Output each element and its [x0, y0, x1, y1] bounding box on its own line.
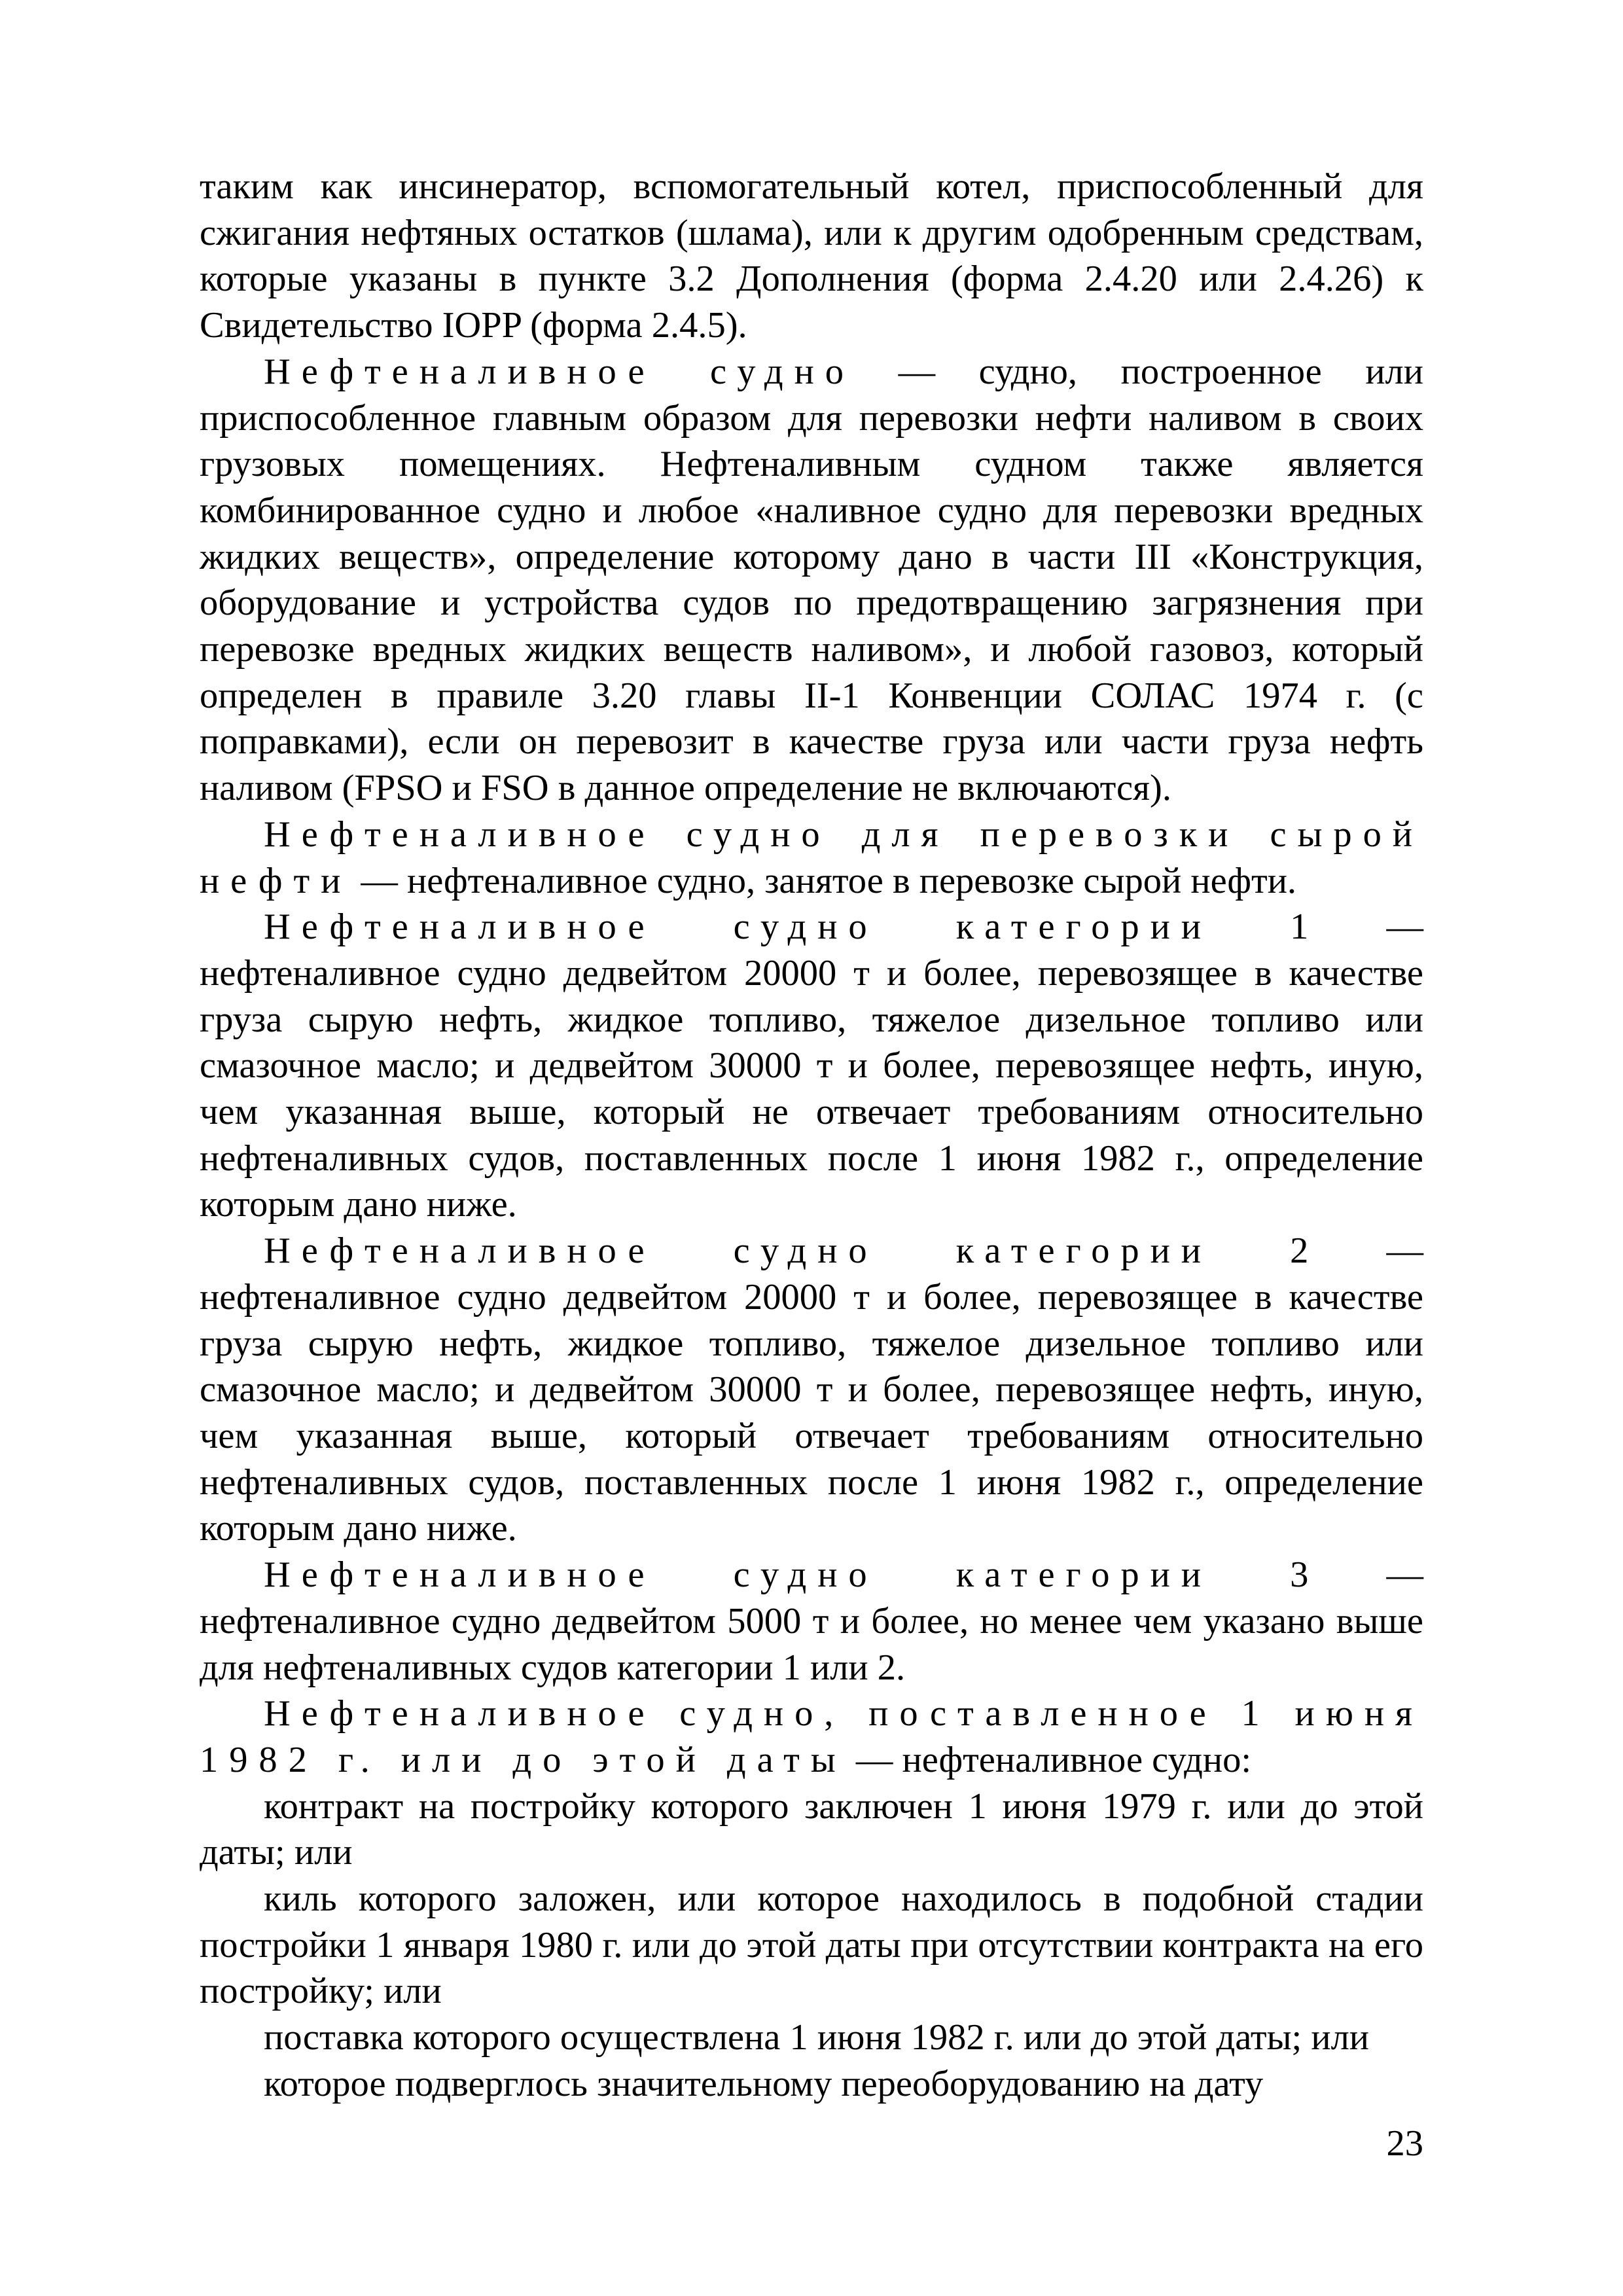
list-item-delivery [200, 2015, 1423, 2061]
definition-oil-tanker [200, 349, 1423, 812]
defined-term: Нефтеналивное судно [264, 351, 855, 392]
defined-term: Нефтеналивное судно для перевозки сырой нефти [200, 814, 1423, 901]
definition-crude-oil-tanker [200, 812, 1423, 904]
definition-tanker-delivered-before-1982 [200, 1691, 1423, 1783]
page-number: 23 [1386, 2123, 1423, 2164]
paragraph-text: таким как инсинератор, вспомогательный котел, приспособленный для сжигания нефтяных остатков (шлама), или к другим одобренным средствам, которые указаны в пункте 3.2 Дополнения (форма 2.4.20 или 2.4.26) к Свидетельство IOPP (форма 2.4.5). [200, 166, 1423, 346]
definition-category-1-tanker [200, 904, 1423, 1228]
definition-text: — судно, построенное или приспособленное главным образом для перевозки нефти наливом в своих грузовых помещениях. Нефтеналивным судном также является комбинированное судно и любое «наливное судно для перевозки вредных жидких веществ», определение которому дано в части III «Конструкция, оборудование и устройства судов по предотвращению загрязнения при перевозке вредных жидких веществ наливом», и любой газовоз, который определен в правиле 3.20 главы II-1 Конвенции СОЛАС 1974 г. (с поправками), если он перевозит в качестве груза или части груза нефть наливом (FPSO и FSO в данное определение не включаются). [200, 351, 1423, 809]
defined-term: Нефтеналивное судно категории 3 [264, 1554, 1320, 1596]
defined-term: Нефтеналивное судно категории 2 [264, 1230, 1320, 1272]
definition-text: — нефтеналивное судно дедвейтом 5000 т и более, но менее чем указано выше для нефтеналивных судов категории 1 или 2. [200, 1554, 1424, 1688]
list-item-conversion [200, 2061, 1423, 2108]
paragraph-text: киль которого заложен, или которое находилось в подобной стадии постройки 1 января 1980 г. или до этой даты при отсутствии контракта на его постройку; или [200, 1878, 1423, 2012]
definition-text: — нефтеналивное судно, занятое в перевозке сырой нефти. [351, 860, 1297, 901]
defined-term: Нефтеналивное судно категории 1 [264, 906, 1320, 948]
list-item-contract [200, 1784, 1423, 1876]
paragraph-text: контракт на постройку которого заключен 1 июня 1979 г. или до этой даты; или [200, 1785, 1423, 1873]
paragraph-text: которое подверглось значительному переоборудованию на дату [264, 2063, 1264, 2104]
definition-text: — нефтеналивное судно дедвейтом 20000 т и более, перевозящее в качестве груза сырую нефть, жидкое топливо, тяжелое дизельное топливо или смазочное масло; и дедвейтом 30000 т и более, перевозящее нефть, иную, чем указанная выше, который отвечает требованиям относительно нефтеналивных судов, поставленных после 1 июня 1982 г., определение которым дано ниже. [200, 1230, 1424, 1549]
paragraph-continuation [200, 164, 1423, 349]
paragraph-text: поставка которого осуществлена 1 июня 1982 г. или до этой даты; или [264, 2017, 1370, 2058]
defined-term: Нефтеналивное судно, поставленное 1 июня 1982 г. или до этой даты [200, 1693, 1423, 1780]
definition-text: — нефтеналивное судно дедвейтом 20000 т и более, перевозящее в качестве груза сырую нефть, жидкое топливо, тяжелое дизельное топливо или смазочное масло; и дедвейтом 30000 т и более, перевозящее нефть, иную, чем указанная выше, который не отвечает требованиям относительно нефтеналивных судов, поставленных после 1 июня 1982 г., определение которым дано ниже. [200, 906, 1424, 1225]
body-text [200, 164, 1423, 2108]
definition-category-2-tanker [200, 1228, 1423, 1552]
list-item-keel-laid [200, 1876, 1423, 2015]
definition-text: — нефтеналивное судно: [846, 1739, 1252, 1780]
definition-category-3-tanker [200, 1552, 1423, 1691]
